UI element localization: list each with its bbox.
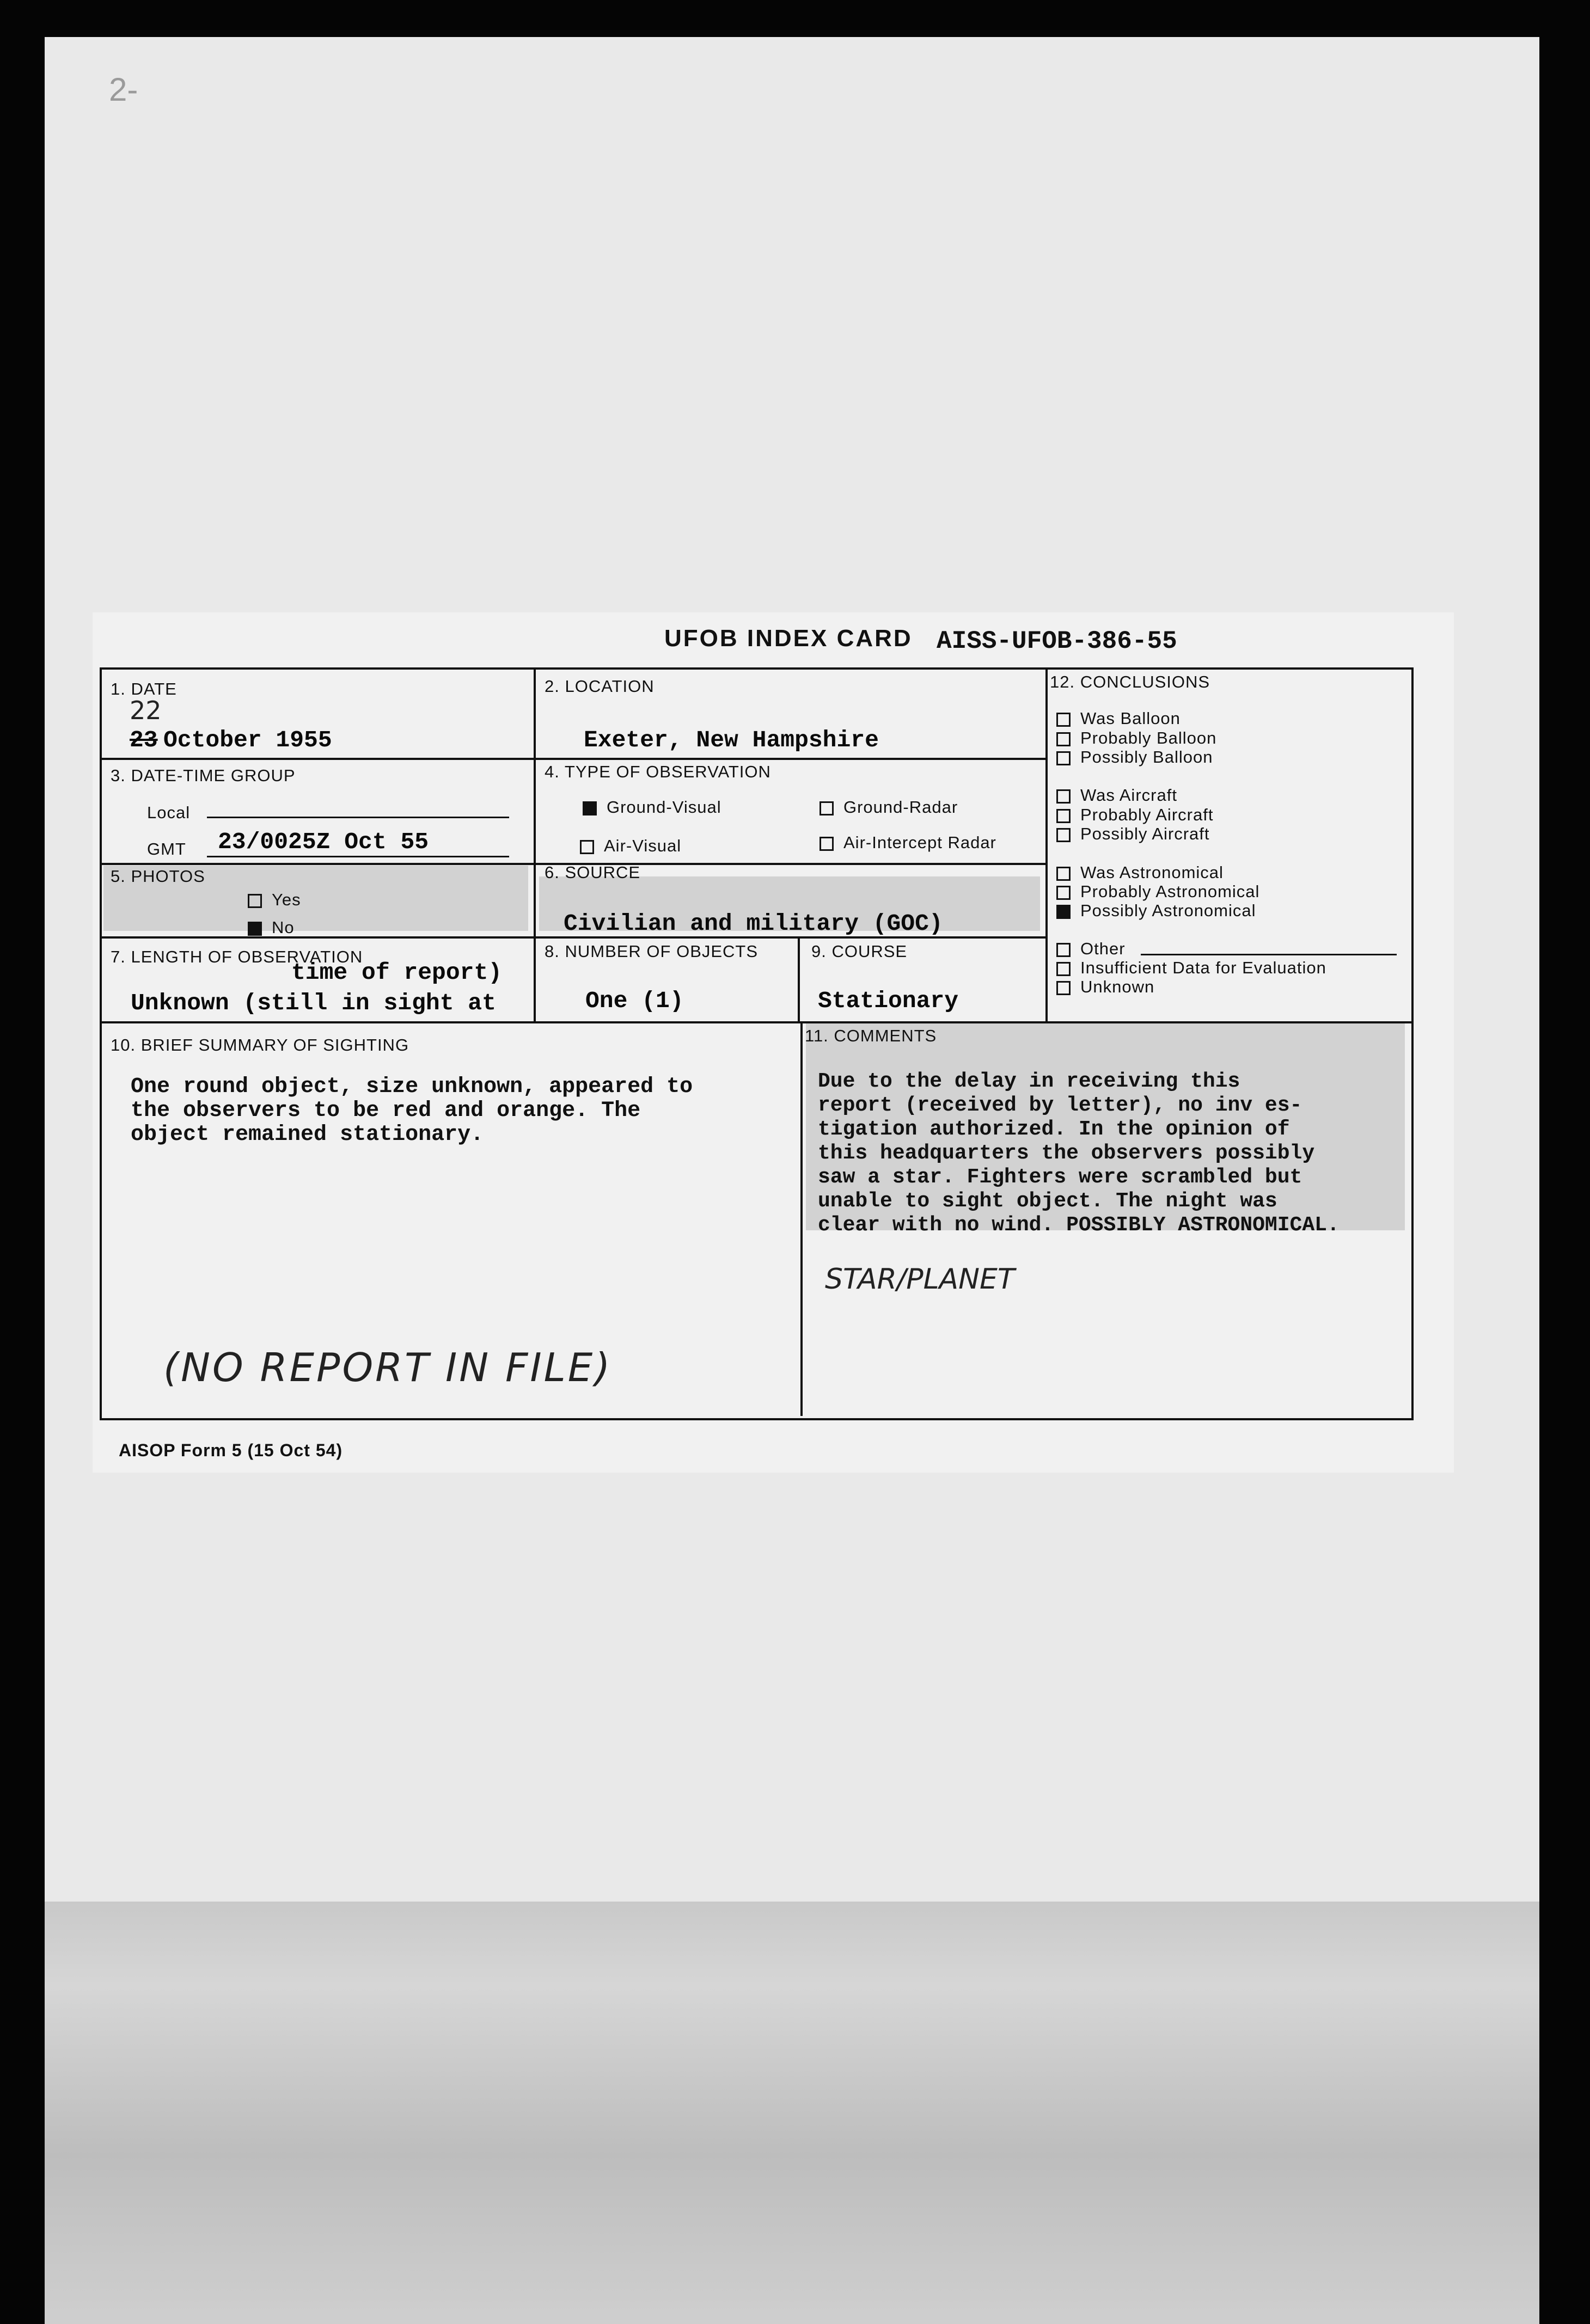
comments-text [818,1070,1340,1237]
conclusion-insufficient-data[interactable]: Insufficient Data for Evaluation [1056,958,1326,978]
checkbox[interactable] [248,894,262,908]
course-value: Stationary [818,988,959,1014]
dtg-gmt-label: GMT [147,839,186,859]
local-line [207,817,509,818]
checkbox-checked[interactable] [1056,905,1071,919]
dtg-local-label: Local [147,803,191,822]
comments-line: saw a star. Fighters were scrambled but [818,1166,1302,1189]
checkbox[interactable] [1056,789,1071,804]
conclusion-possibly-balloon[interactable]: Possibly Balloon [1056,747,1213,767]
location-label: 2. LOCATION [545,677,655,696]
summary-line: the observers to be red and orange. The [131,1099,641,1123]
comments-label: 11. COMMENTS [805,1026,937,1045]
conclusion-possibly-astronomical[interactable]: Possibly Astronomical [1056,901,1256,921]
conclusion-was-aircraft[interactable]: Was Aircraft [1056,786,1177,805]
conclusion-was-astronomical[interactable]: Was Astronomical [1056,863,1224,882]
comments-line: this headquarters the observers possibly [818,1142,1315,1165]
date-struck-day: 23 [130,727,158,753]
conclusion-unknown[interactable]: Unknown [1056,977,1154,997]
gmt-line [207,856,509,857]
course-label: 9. COURSE [811,942,908,961]
number-label: 8. NUMBER OF OBJECTS [545,942,759,961]
conclusions-label: 12. CONCLUSIONS [1050,672,1210,691]
checkbox[interactable] [1056,867,1071,881]
type-label: 4. TYPE OF OBSERVATION [545,762,771,781]
length-value-line1: Unknown (still in sight at [131,990,496,1016]
comments-line: unable to sight object. The night was [818,1189,1277,1213]
dtg-gmt-value: 23/0025Z Oct 55 [218,829,429,855]
grid-line [800,1021,803,1416]
checkbox[interactable] [1056,943,1071,957]
comments-line: Due to the delay in receiving this [818,1070,1240,1093]
dtg-label: 3. DATE-TIME GROUP [111,766,296,785]
card-title: UFOB INDEX CARD [664,625,913,652]
checkbox[interactable] [580,840,594,854]
checkbox[interactable] [1056,751,1071,765]
form-footer: AISOP Form 5 (15 Oct 54) [119,1440,343,1460]
date-value: October 1955 [163,727,332,753]
type-ground-visual[interactable]: Ground-Visual [583,798,721,817]
type-air-intercept-radar[interactable]: Air-Intercept Radar [820,833,996,853]
comments-line: report (received by letter), no inv es- [818,1094,1302,1117]
number-value: One (1) [585,988,684,1014]
comments-line: tigation authorized. In the opinion of [818,1118,1290,1141]
grid-line [1045,667,1048,1021]
photos-yes[interactable]: Yes [248,890,301,910]
grid-line [100,758,1047,760]
comments-line: clear with no wind. POSSIBLY ASTRONOMICAL. [818,1213,1340,1237]
grid-line [798,936,800,1021]
date-label: 1. DATE [111,679,177,698]
photos-label: 5. PHOTOS [111,867,205,886]
checkbox[interactable] [1056,962,1071,976]
checkbox[interactable] [1056,828,1071,842]
summary-line: One round object, size unknown, appeared to [131,1075,693,1099]
conclusion-other[interactable]: Other [1056,939,1126,959]
length-label: 7. LENGTH OF OBSERVATION [111,947,363,966]
summary-text [131,1075,693,1147]
card-id: AISS-UFOB-386-55 [937,627,1177,655]
handwritten-note: (NO REPORT IN FILE) [163,1345,613,1390]
checkbox[interactable] [1056,809,1071,823]
conclusion-probably-balloon[interactable]: Probably Balloon [1056,728,1216,748]
scan-mark: 2- [109,71,138,108]
photos-no[interactable]: No [248,918,295,937]
type-ground-radar[interactable]: Ground-Radar [820,798,958,817]
conclusion-probably-aircraft[interactable]: Probably Aircraft [1056,805,1213,825]
conclusion-possibly-aircraft[interactable]: Possibly Aircraft [1056,824,1210,844]
source-label: 6. SOURCE [545,863,641,882]
summary-line: object remained stationary. [131,1123,484,1147]
checkbox[interactable] [1056,981,1071,995]
checkbox-checked[interactable] [583,801,597,815]
summary-label: 10. BRIEF SUMMARY OF SIGHTING [111,1035,409,1054]
grid-line [534,667,536,1021]
conclusion-probably-astronomical[interactable]: Probably Astronomical [1056,882,1259,902]
checkbox[interactable] [820,801,834,815]
comments-handwritten: STAR/PLANET [825,1263,1015,1296]
checkbox[interactable] [1056,732,1071,746]
source-value: Civilian and military (GOC) [564,910,943,937]
other-line [1141,954,1397,955]
type-air-visual[interactable]: Air-Visual [580,836,681,856]
length-value-line2: time of report) [291,959,503,986]
checkbox[interactable] [820,837,834,851]
date-handwritten: 22 [130,696,162,725]
checkbox[interactable] [1056,886,1071,900]
checkbox[interactable] [1056,713,1071,727]
checkbox-checked[interactable] [248,922,262,936]
location-value: Exeter, New Hampshire [584,727,879,753]
conclusion-was-balloon[interactable]: Was Balloon [1056,709,1181,728]
scan-background-strip [45,1902,1539,2324]
